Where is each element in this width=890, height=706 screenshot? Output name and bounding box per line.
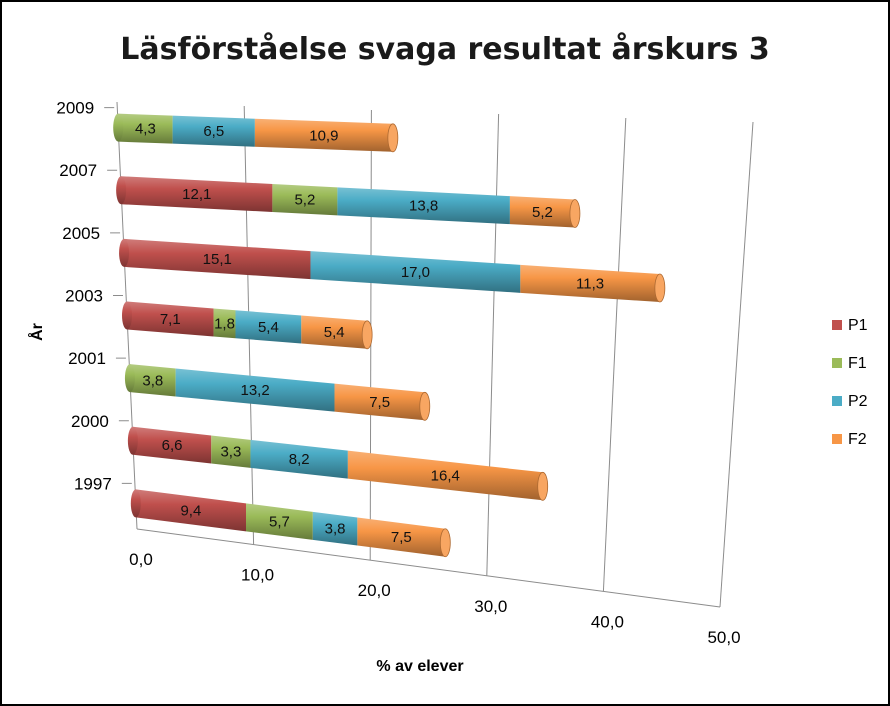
bar-end-cap	[570, 199, 580, 227]
data-label: 17,0	[400, 263, 431, 281]
legend-swatch	[832, 396, 842, 406]
legend-item-F2	[832, 431, 867, 448]
legend-item-P2	[832, 393, 868, 410]
y-tick-label: 2003	[65, 286, 103, 306]
x-tick-label: 40,0	[590, 612, 624, 632]
data-label: 1,8	[214, 315, 235, 333]
data-label: 5,7	[268, 513, 290, 531]
bar-row-2001	[125, 364, 430, 420]
data-label: 6,6	[161, 437, 183, 455]
data-label: 15,1	[202, 250, 232, 268]
x-axis-title: % av elever	[376, 658, 464, 675]
data-label: 12,1	[182, 186, 212, 204]
legend-swatch	[832, 358, 842, 368]
legend	[832, 317, 868, 448]
x-tick-label: 50,0	[707, 628, 741, 647]
bar-end-cap	[655, 274, 665, 302]
data-label: 6,5	[203, 123, 225, 141]
y-tick-label: 2007	[59, 161, 98, 181]
legend-label: P1	[848, 317, 868, 334]
data-label: 3,8	[324, 520, 346, 538]
bar-start-cap	[125, 364, 135, 392]
x-gridline	[487, 114, 499, 576]
legend-item-P1	[832, 317, 868, 334]
x-gridline	[603, 118, 625, 591]
bar-start-cap	[128, 427, 138, 455]
x-tick-label: 0,0	[129, 550, 153, 569]
data-label: 7,1	[159, 310, 181, 328]
y-axis-title: År	[29, 323, 46, 341]
y-tick-labels	[56, 99, 111, 494]
data-label: 11,3	[576, 275, 605, 293]
data-label: 3,8	[142, 372, 164, 390]
y-tick-label: 1997	[73, 474, 112, 494]
data-label: 16,4	[430, 467, 460, 485]
legend-label: P2	[848, 393, 868, 410]
legend-label: F1	[848, 355, 867, 372]
data-label: 5,2	[294, 191, 316, 209]
bar-start-cap	[116, 176, 126, 204]
chart-title: Läsförståelse svaga resultat årskurs 3	[120, 32, 770, 67]
data-label: 9,4	[180, 502, 202, 520]
bar-row-2000	[128, 427, 548, 501]
data-label: 4,3	[134, 120, 156, 138]
data-label: 5,4	[257, 318, 279, 336]
bar-end-cap	[420, 392, 430, 420]
bar-start-cap	[113, 114, 123, 142]
bar-row-2009	[113, 114, 398, 152]
data-label: 13,2	[240, 382, 270, 400]
data-label: 3,3	[220, 443, 242, 461]
x-tick-labels	[129, 550, 740, 647]
y-tick-label: 2000	[71, 411, 109, 431]
legend-label: F2	[848, 431, 867, 448]
bar-start-cap	[131, 489, 141, 517]
bar-row-2003	[122, 302, 372, 349]
chart-bars	[113, 114, 665, 557]
bar-start-cap	[122, 302, 132, 330]
x-tick-label: 30,0	[474, 596, 508, 616]
data-label: 5,4	[323, 324, 345, 342]
data-label: 10,9	[309, 127, 339, 145]
x-tick-label: 10,0	[241, 565, 275, 585]
x-tick-label: 20,0	[357, 581, 391, 601]
legend-item-F1	[832, 355, 867, 372]
legend-swatch	[832, 434, 842, 444]
data-label: 8,2	[288, 451, 310, 469]
bar-row-2005	[119, 239, 665, 302]
bar-end-cap	[440, 529, 450, 557]
bar-end-cap	[538, 472, 548, 500]
data-label: 5,2	[531, 203, 553, 221]
legend-swatch	[832, 320, 842, 330]
x-gridline	[720, 122, 753, 607]
data-label: 13,8	[409, 197, 439, 215]
chart-svg	[2, 2, 888, 704]
bar-row-2007	[116, 176, 580, 227]
data-label: 7,5	[369, 393, 391, 411]
bar-start-cap	[119, 239, 129, 267]
y-tick-label: 2001	[68, 349, 106, 369]
data-label: 7,5	[390, 529, 412, 547]
bar-end-cap	[388, 124, 398, 152]
y-tick-label: 2009	[56, 98, 95, 118]
bar-end-cap	[362, 321, 372, 349]
bar-row-1997	[131, 489, 451, 556]
y-tick-label: 2005	[62, 223, 101, 243]
